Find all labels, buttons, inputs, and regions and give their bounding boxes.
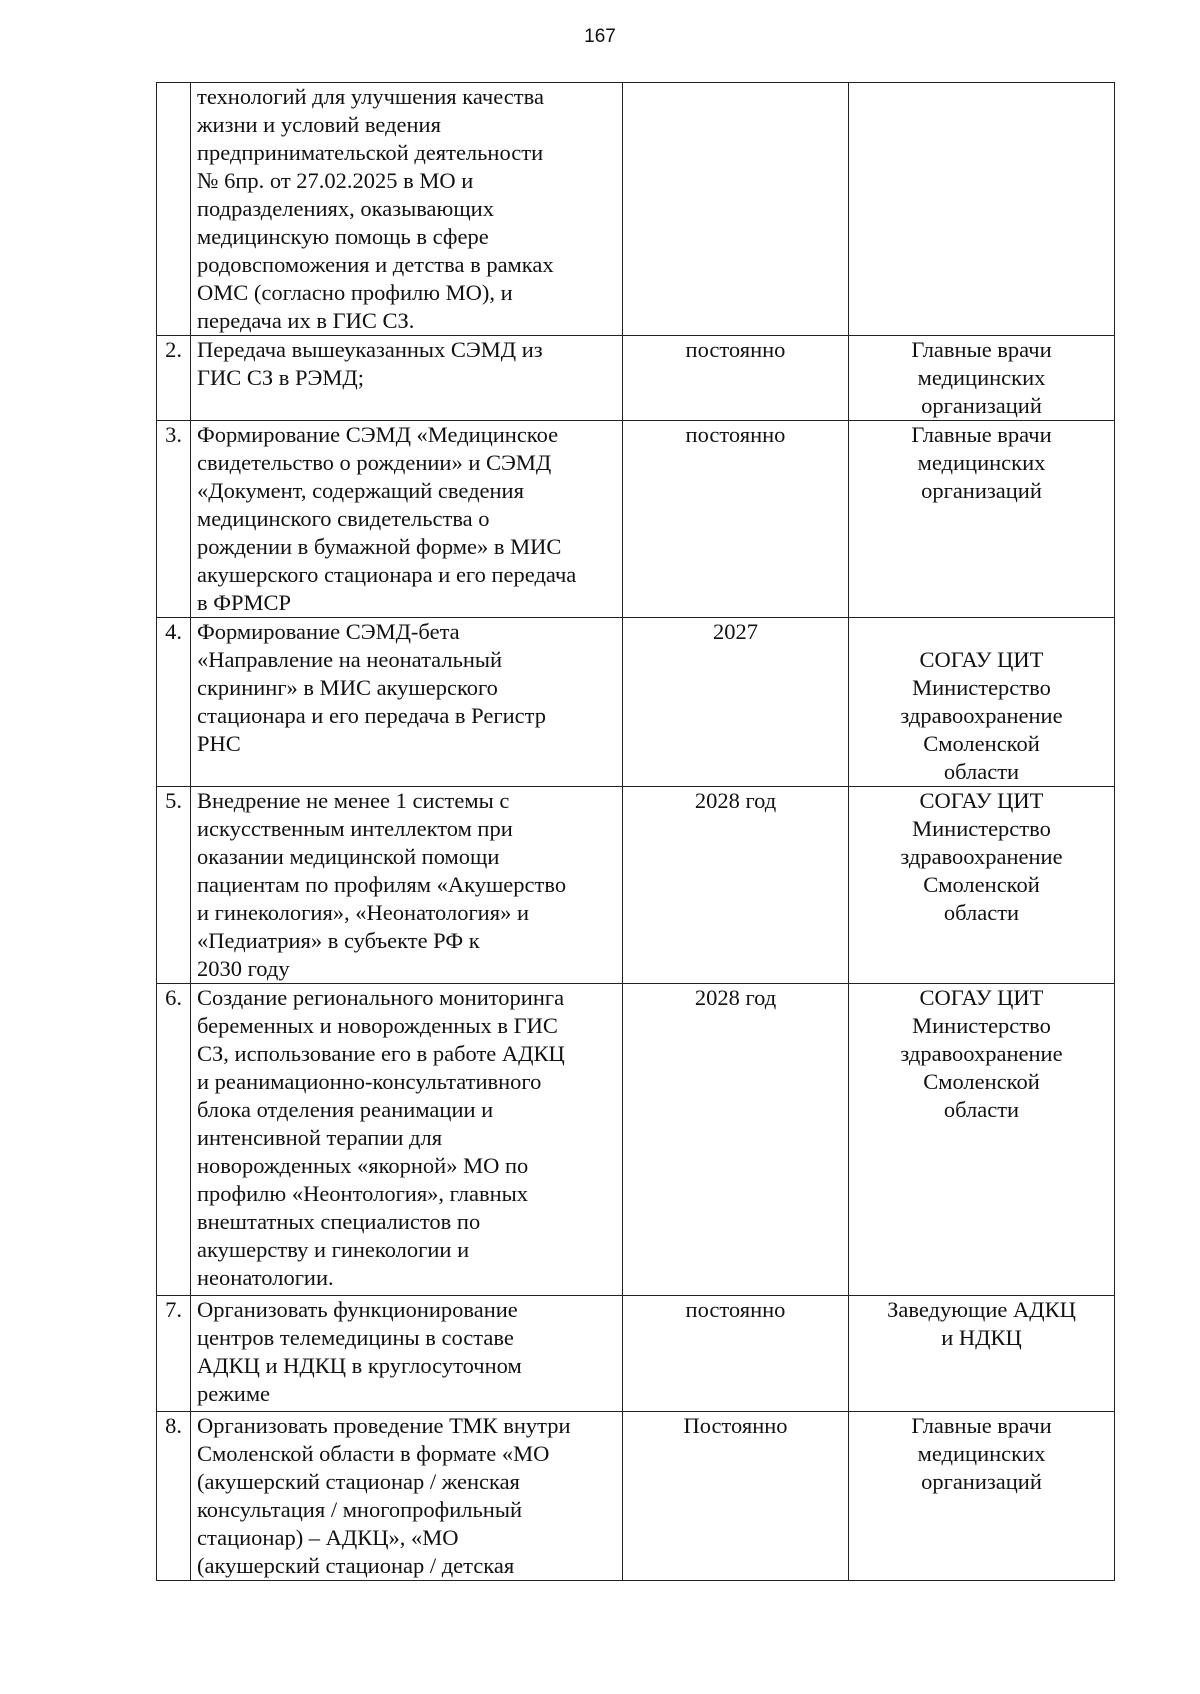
row-number: 6. [157,984,191,1296]
responsible-line: здравоохранение [900,1041,1063,1066]
description-line: пациентам по профилям «Акушерство [197,872,567,897]
deadline-cell: постоянно [623,336,849,421]
activity-description [191,1296,623,1412]
responsible-cell [849,787,1115,984]
description-line: Организовать функционирование [197,1297,518,1322]
responsible-line: организаций [921,478,1042,503]
deadline-cell: 2027 [623,618,849,787]
description-line: ГИС СЗ в РЭМД; [197,365,365,390]
description-line: предпринимательской деятельности [197,140,544,165]
responsible-line: Главные врачи [911,422,1052,447]
description-line: подразделениях, оказывающих [197,196,494,221]
table-row [157,336,1115,421]
description-line: интенсивной терапии для [197,1125,443,1150]
row-number: 3. [157,421,191,618]
responsible-line: организаций [921,1469,1042,1494]
responsible-line: Смоленской [923,1069,1040,1094]
deadline-cell: постоянно [623,1296,849,1412]
description-line: внештатных специалистов по [197,1209,481,1234]
description-line: Формирование СЭМД «Медицинское [197,422,559,447]
description-line: жизни и условий ведения [197,112,441,137]
description-line: технологий для улучшения качества [197,84,544,109]
responsible-line: здравоохранение [900,844,1063,869]
description-line: медицинскую помощь в сфере [197,224,489,249]
responsible-line: Министерство [912,675,1051,700]
description-line: свидетельство о рождении» и СЭМД [197,450,552,475]
responsible-line: Главные врачи [911,337,1052,362]
description-line: Формирование СЭМД-бета [197,619,460,644]
responsible-line: Главные врачи [911,1413,1052,1438]
activity-description [191,618,623,787]
description-line: новорожденных «якорной» МО по [197,1153,529,1178]
description-line: и гинекология», «Неонатология» и [197,900,529,925]
description-line: профилю «Неонтология», главных [197,1181,529,1206]
description-line: скрининг» в МИС акушерского [197,675,498,700]
table-row [157,984,1115,1296]
responsible-line: области [943,900,1020,925]
description-line: АДКЦ и НДКЦ в круглосуточном [197,1353,522,1378]
responsible-line: СОГАУ ЦИТ [919,647,1044,672]
row-number: 5. [157,787,191,984]
description-line: консультация / многопрофильный [197,1497,522,1522]
responsible-line: СОГАУ ЦИТ [919,985,1044,1010]
description-line: передача их в ГИС СЗ. [197,308,415,333]
deadline-cell: Постоянно [623,1412,849,1581]
description-line: «Педиатрия» в субъекте РФ к [197,928,480,953]
description-line: «Направление на неонатальный [197,647,503,672]
description-line: в ФРМСР [197,590,292,615]
responsible-cell [849,1412,1115,1581]
row-number: 4. [157,618,191,787]
description-line: и реанимационно-консультативного [197,1069,542,1094]
deadline-cell [623,83,849,336]
description-line: стационара и его передача в Регистр [197,703,546,728]
table-row [157,1296,1115,1412]
description-line: Внедрение не менее 1 системы с [197,788,510,813]
activity-description [191,83,623,336]
table-row [157,787,1115,984]
responsible-line: здравоохранение [900,703,1063,728]
description-line: акушерству и гинекологии и [197,1237,470,1262]
responsible-cell [849,984,1115,1296]
description-line: беременных и новорожденных в ГИС [197,1013,558,1038]
responsible-cell [849,1296,1115,1412]
description-line: 2030 году [197,956,290,981]
row-number: 8. [157,1412,191,1581]
description-line: рождении в бумажной форме» в МИС [197,534,562,559]
activity-description [191,787,623,984]
description-line: Смоленской области в формате «МО [197,1441,550,1466]
responsible-cell [849,421,1115,618]
table-row [157,618,1115,787]
description-line: акушерского стационара и его передача [197,562,577,587]
description-line: ОМС (согласно профилю МО), и [197,280,513,305]
responsible-line: организаций [921,393,1042,418]
activity-description [191,421,623,618]
responsible-line: медицинских [917,1441,1046,1466]
table-row [157,1412,1115,1581]
page-number: 167 [584,26,616,47]
table-body [157,83,1115,1581]
responsible-line: Министерство [912,816,1051,841]
description-line: режиме [197,1381,271,1406]
row-number [157,83,191,336]
responsible-line: Смоленской [923,731,1040,756]
description-line: медицинского свидетельства о [197,506,490,531]
description-line: № 6пр. от 27.02.2025 в МО и [197,168,474,193]
description-line: «Документ, содержащий сведения [197,478,524,503]
row-number: 7. [157,1296,191,1412]
description-line: стационар) – АДКЦ», «МО [197,1525,459,1550]
responsible-line: Смоленской [923,872,1040,897]
responsible-line: области [943,1097,1020,1122]
responsible-line: Министерство [912,1013,1051,1038]
description-line: (акушерский стационар / женская [197,1469,520,1494]
activity-description [191,1412,623,1581]
responsible-line: медицинских [917,450,1046,475]
responsible-line: Заведующие АДКЦ [887,1297,1076,1322]
responsible-cell [849,336,1115,421]
description-line: СЗ, использование его в работе АДКЦ [197,1041,565,1066]
responsible-cell [849,618,1115,787]
table-row [157,421,1115,618]
responsible-line: СОГАУ ЦИТ [919,788,1044,813]
deadline-cell: постоянно [623,421,849,618]
description-line: Организовать проведение ТМК внутри [197,1413,571,1438]
description-line: (акушерский стационар / детская [197,1553,515,1578]
deadline-cell: 2028 год [623,787,849,984]
description-line: неонатологии. [197,1265,334,1290]
description-line: блока отделения реанимации и [197,1097,494,1122]
responsible-line: и НДКЦ [941,1325,1022,1350]
activity-description [191,336,623,421]
description-line: РНС [197,731,241,756]
responsible-cell [849,83,1115,336]
activity-description [191,984,623,1296]
description-line: искусственным интеллектом при [197,816,513,841]
row-number: 2. [157,336,191,421]
description-line: Создание регионального мониторинга [197,985,565,1010]
deadline-cell: 2028 год [623,984,849,1296]
description-line: Передача вышеуказанных СЭМД из [197,337,543,362]
action-plan-table [156,82,1115,1581]
responsible-line: области [943,759,1020,784]
responsible-line: медицинских [917,365,1046,390]
description-line: центров телемедицины в составе [197,1325,514,1350]
table-row [157,83,1115,336]
description-line: родовспоможения и детства в рамках [197,252,554,277]
description-line: оказании медицинской помощи [197,844,500,869]
